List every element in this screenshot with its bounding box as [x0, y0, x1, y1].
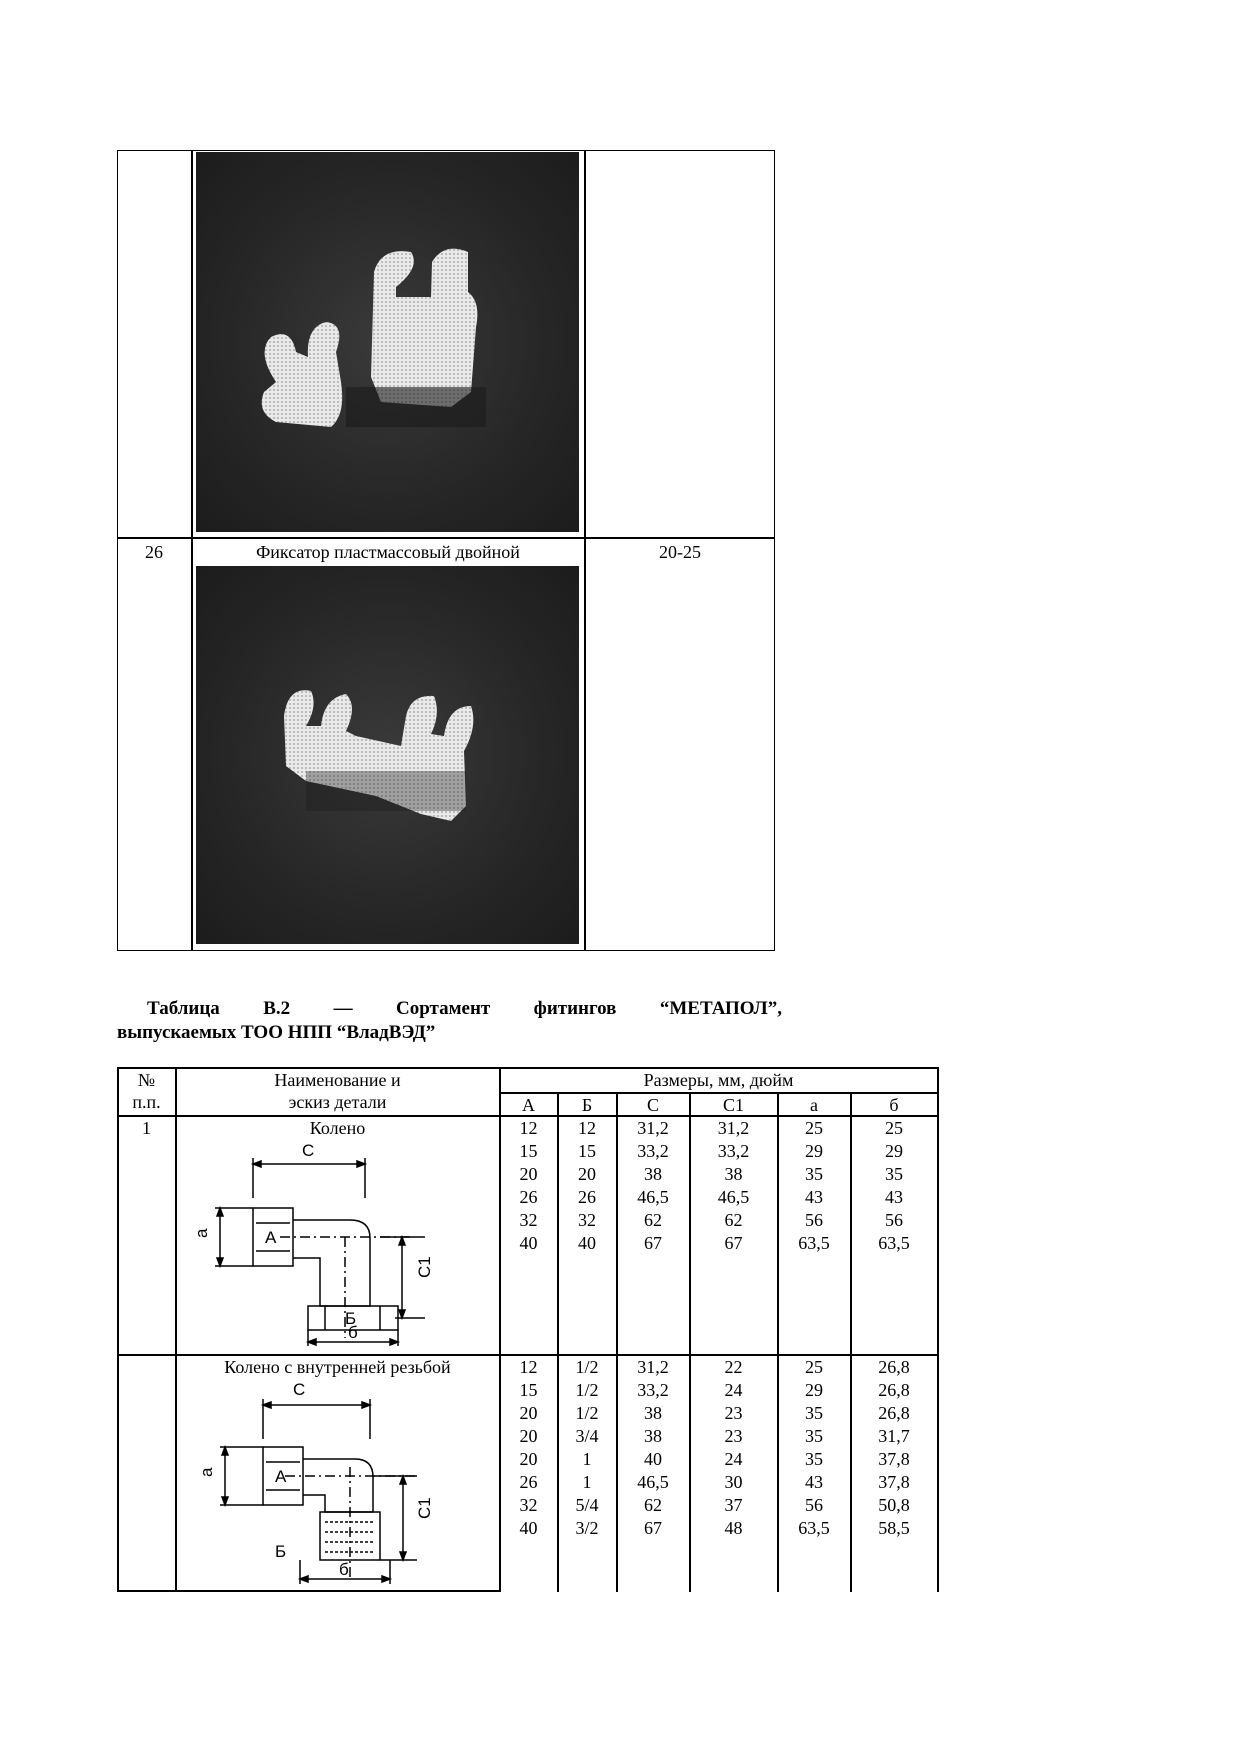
cell-A: 26 — [519, 1472, 538, 1492]
cell-A: 12 — [519, 1118, 538, 1138]
cell-A: 32 — [519, 1210, 538, 1230]
cell-B: 3/2 — [575, 1518, 599, 1538]
photo-clip-double — [196, 566, 579, 944]
clip-double-image — [196, 566, 579, 944]
cell-C1: 23 — [724, 1426, 743, 1446]
cell-A: 20 — [519, 1449, 538, 1469]
clip-single-image — [196, 152, 579, 532]
cell-b: 43 — [885, 1187, 903, 1207]
cell-B: 15 — [578, 1141, 596, 1161]
cell-a: 56 — [805, 1210, 823, 1230]
cell-b: 29 — [885, 1141, 903, 1161]
cell-B: 3/4 — [575, 1426, 599, 1446]
cell-A: 20 — [519, 1164, 538, 1184]
cell-b: 26,8 — [878, 1357, 910, 1377]
header-col-a: а — [810, 1095, 818, 1115]
cell-B: 1/2 — [575, 1357, 599, 1377]
cell-B: 1 — [582, 1472, 592, 1492]
vline — [175, 1067, 177, 1592]
item-number: 26 — [145, 542, 163, 562]
cell-C1: 23 — [724, 1403, 743, 1423]
cell-b: 37,8 — [878, 1449, 910, 1469]
cell-C1: 37 — [724, 1495, 743, 1515]
cell-C: 46,5 — [637, 1472, 669, 1492]
cell-C: 31,2 — [637, 1118, 669, 1138]
caption-word: фитингов — [533, 998, 617, 1019]
caption-word: — — [333, 998, 353, 1019]
label-c: С — [302, 1141, 315, 1160]
cell-C: 67 — [644, 1518, 662, 1538]
header-sizes: Размеры, мм, дюйм — [643, 1070, 794, 1090]
header-col-C: С — [646, 1095, 659, 1115]
cell-b: 26,8 — [878, 1403, 910, 1423]
cell-a: 43 — [805, 1472, 823, 1492]
cell-C: 33,2 — [637, 1380, 669, 1400]
header-name-line2: эскиз детали — [288, 1092, 387, 1112]
threaded-elbow-sketch — [195, 1377, 495, 1587]
cell-b: 35 — [885, 1164, 903, 1184]
cell-b: 56 — [885, 1210, 903, 1230]
cell-a: 25 — [805, 1118, 823, 1138]
caption-word: Сортамент — [395, 998, 491, 1019]
cell-b: 50,8 — [878, 1495, 910, 1515]
photo-clip-single — [196, 152, 579, 532]
header-number-line2: п.п. — [132, 1092, 161, 1112]
cell-A: 26 — [519, 1187, 538, 1207]
cell-A: 20 — [519, 1403, 538, 1423]
cell-C1: 38 — [724, 1164, 743, 1184]
label-c1: С1 — [415, 1497, 434, 1519]
item-size: 20-25 — [659, 542, 701, 562]
caption-word: В.2 — [263, 998, 291, 1019]
cell-B: 32 — [578, 1210, 596, 1230]
cell-C: 62 — [644, 1210, 662, 1230]
header-name — [176, 1069, 499, 1113]
cell-b: 25 — [885, 1118, 903, 1138]
cell-C: 38 — [644, 1426, 662, 1446]
label-a: а — [197, 1467, 216, 1477]
caption-word: “МЕТАПОЛ”, — [659, 998, 782, 1019]
cell-A: 40 — [519, 1518, 538, 1538]
cell-B: 26 — [578, 1187, 596, 1207]
caption-line-2: выпускаемых ТОО НПП “ВладВЭД” — [117, 1022, 436, 1043]
header-col-A: А — [522, 1095, 535, 1115]
vline — [937, 1067, 939, 1592]
table-caption — [117, 997, 782, 1045]
cell-C1: 24 — [724, 1449, 743, 1469]
label-b: б — [348, 1323, 358, 1342]
cell-B: 40 — [578, 1233, 596, 1253]
caption-line-1 — [117, 997, 782, 1021]
elbow-sketch — [190, 1138, 490, 1348]
cell-C1: 22 — [724, 1357, 743, 1377]
cell-C1: 30 — [724, 1472, 743, 1492]
cell-A: 32 — [519, 1495, 538, 1515]
cell-a: 43 — [805, 1187, 823, 1207]
cell-C1: 24 — [724, 1380, 743, 1400]
caption-word: Таблица — [147, 998, 220, 1019]
cell-b: 58,5 — [878, 1518, 910, 1538]
header-col-b: б — [889, 1095, 899, 1115]
cell-B: 1/2 — [575, 1403, 599, 1423]
cell-C: 40 — [644, 1449, 662, 1469]
cell-a: 35 — [805, 1403, 823, 1423]
cell-A: 40 — [519, 1233, 538, 1253]
row2-name: Колено с внутренней резьбой — [224, 1357, 451, 1377]
cell-A: 15 — [519, 1380, 538, 1400]
header-name-line1: Наименование и — [274, 1070, 401, 1090]
row-divider — [117, 537, 775, 539]
cell-C1: 31,2 — [717, 1118, 750, 1138]
label-b: б — [339, 1560, 349, 1579]
cell-a: 29 — [805, 1380, 823, 1400]
cell-A: 12 — [519, 1357, 538, 1377]
label-c1: С1 — [415, 1256, 434, 1278]
cell-a: 35 — [805, 1426, 823, 1446]
cell-C: 38 — [644, 1403, 662, 1423]
cell-a: 63,5 — [798, 1518, 830, 1538]
cell-b: 37,8 — [878, 1472, 910, 1492]
row1-number: 1 — [142, 1118, 151, 1138]
label-a: а — [192, 1228, 211, 1238]
label-c: С — [293, 1380, 306, 1399]
cell-C: 38 — [644, 1164, 662, 1184]
cell-A: 15 — [519, 1141, 538, 1161]
cell-C: 46,5 — [637, 1187, 669, 1207]
cell-C: 67 — [644, 1233, 662, 1253]
header-col-B: Б — [581, 1095, 593, 1115]
cell-B: 12 — [578, 1118, 596, 1138]
cell-C1: 48 — [724, 1518, 743, 1538]
cell-B: 5/4 — [575, 1495, 599, 1515]
cell-C1: 67 — [724, 1233, 743, 1253]
cell-C: 33,2 — [637, 1141, 669, 1161]
vline — [117, 1067, 119, 1592]
cell-b: 26,8 — [878, 1380, 910, 1400]
cell-a: 29 — [805, 1141, 823, 1161]
row1-name: Колено — [309, 1118, 366, 1138]
label-B: Б — [275, 1542, 287, 1561]
item-name: Фиксатор пластмассовый двойной — [256, 542, 520, 562]
cell-a: 56 — [805, 1495, 823, 1515]
header-number — [118, 1069, 175, 1113]
cell-C1: 33,2 — [717, 1141, 750, 1161]
label-A: А — [275, 1467, 287, 1486]
cell-a: 35 — [805, 1449, 823, 1469]
cell-A: 20 — [519, 1426, 538, 1446]
cell-a: 63,5 — [798, 1233, 830, 1253]
cell-C1: 46,5 — [717, 1187, 750, 1207]
cell-B: 1/2 — [575, 1380, 599, 1400]
cell-a: 25 — [805, 1357, 823, 1377]
cell-C1: 62 — [724, 1210, 743, 1230]
cell-b: 31,7 — [878, 1426, 910, 1446]
cell-B: 20 — [578, 1164, 596, 1184]
label-B: Б — [345, 1309, 357, 1328]
cell-B: 1 — [582, 1449, 592, 1469]
label-A: А — [265, 1228, 277, 1247]
header-number-line1: № — [137, 1070, 156, 1090]
cell-C: 62 — [644, 1495, 662, 1515]
cell-C: 31,2 — [637, 1357, 669, 1377]
cell-b: 63,5 — [878, 1233, 910, 1253]
header-col-C1: С1 — [722, 1095, 744, 1115]
cell-a: 35 — [805, 1164, 823, 1184]
